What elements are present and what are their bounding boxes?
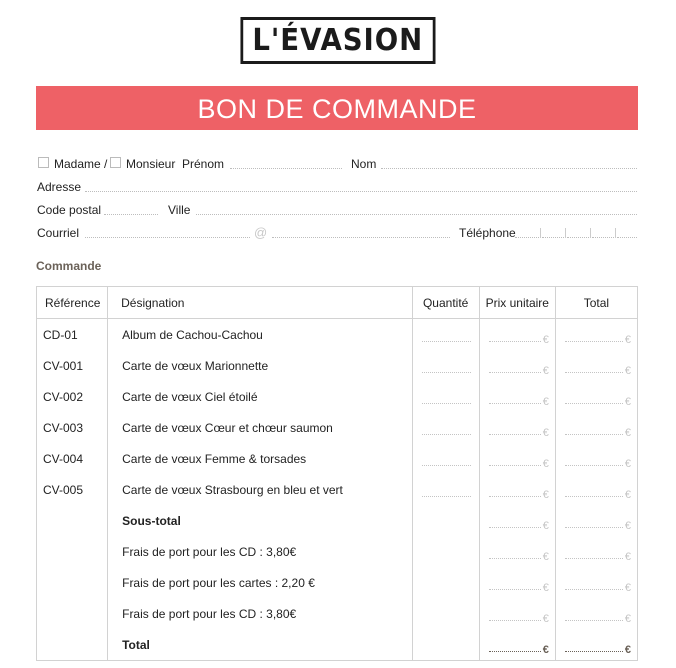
unit-price-input[interactable] <box>479 381 555 412</box>
designation-cell: Carte de vœux Marionnette <box>108 350 413 381</box>
designation-cell: Carte de vœux Strasbourg en bleu et vert <box>108 474 413 505</box>
reference-cell <box>37 505 108 536</box>
dotted-entry-line <box>422 341 471 342</box>
euro-sign: € <box>624 613 631 625</box>
dotted-entry-line <box>565 527 623 528</box>
table-row <box>37 319 638 351</box>
euro-sign: € <box>624 396 631 408</box>
telephone-field-5[interactable] <box>617 237 637 238</box>
dotted-entry-line <box>565 372 623 373</box>
line-total-input[interactable] <box>555 412 637 443</box>
courriel-domain-field[interactable] <box>272 237 450 238</box>
column-header-quantite: Quantité <box>412 287 479 319</box>
reference-cell <box>37 629 108 661</box>
designation-cell: Carte de vœux Cœur et chœur saumon <box>108 412 413 443</box>
designation-cell: Carte de vœux Femme & torsades <box>108 443 413 474</box>
dotted-entry-line <box>489 558 541 559</box>
quantity-input[interactable] <box>412 381 479 412</box>
subtotal-row <box>37 505 638 536</box>
madame-label: Madame / <box>54 157 108 171</box>
order-table <box>36 286 638 661</box>
unit-price-input[interactable] <box>479 319 555 351</box>
euro-sign: € <box>542 458 549 470</box>
dotted-entry-line <box>489 620 541 621</box>
euro-sign: € <box>624 427 631 439</box>
reference-cell: CD-01 <box>37 319 108 351</box>
designation-cell: Frais de port pour les cartes : 2,20 € <box>108 567 413 598</box>
reference-cell: CV-004 <box>37 443 108 474</box>
quantity-input[interactable] <box>412 319 479 351</box>
euro-sign: € <box>542 582 549 594</box>
quantity-cell <box>412 505 479 536</box>
dotted-entry-line <box>489 372 541 373</box>
dotted-entry-line <box>422 434 471 435</box>
quantity-cell <box>412 536 479 567</box>
nom-field[interactable] <box>381 168 637 169</box>
euro-sign: € <box>624 334 631 346</box>
reference-cell: CV-003 <box>37 412 108 443</box>
shipping-row <box>37 536 638 567</box>
courriel-user-field[interactable] <box>85 237 250 238</box>
dotted-entry-line <box>565 620 623 621</box>
table-row <box>37 350 638 381</box>
ville-field[interactable] <box>196 214 637 215</box>
unit-price-input[interactable] <box>479 629 555 661</box>
dotted-entry-line <box>422 496 471 497</box>
dotted-entry-line <box>489 403 541 404</box>
code-postal-label: Code postal <box>37 203 102 217</box>
table-row <box>37 381 638 412</box>
quantity-input[interactable] <box>412 443 479 474</box>
dotted-entry-line <box>565 496 623 497</box>
telephone-separator <box>615 228 616 238</box>
quantity-input[interactable] <box>412 412 479 443</box>
page-title-banner: BON DE COMMANDE <box>36 86 638 130</box>
dotted-entry-line <box>422 465 471 466</box>
dotted-entry-line <box>489 465 541 466</box>
line-total-input[interactable] <box>555 567 637 598</box>
designation-cell: Album de Cachou-Cachou <box>108 319 413 351</box>
euro-sign: € <box>624 551 631 563</box>
euro-sign: € <box>542 551 549 563</box>
quantity-input[interactable] <box>412 350 479 381</box>
reference-cell <box>37 598 108 629</box>
dotted-entry-line <box>422 403 471 404</box>
dotted-entry-line <box>565 403 623 404</box>
reference-cell: CV-002 <box>37 381 108 412</box>
line-total-input[interactable] <box>555 319 637 351</box>
ville-label: Ville <box>168 203 191 217</box>
logo-area <box>0 17 676 64</box>
euro-sign: € <box>624 644 631 656</box>
prenom-label: Prénom <box>182 157 225 171</box>
line-total-input[interactable] <box>555 381 637 412</box>
line-total-input[interactable] <box>555 505 637 536</box>
designation-cell: Carte de vœux Ciel étoilé <box>108 381 413 412</box>
dotted-entry-line <box>422 372 471 373</box>
reference-cell: CV-005 <box>37 474 108 505</box>
at-sign: @ <box>254 225 268 240</box>
telephone-separator <box>565 228 566 238</box>
unit-price-input[interactable] <box>479 350 555 381</box>
shipping-row <box>37 598 638 629</box>
unit-price-input[interactable] <box>479 443 555 474</box>
euro-sign: € <box>542 613 549 625</box>
dotted-entry-line <box>489 589 541 590</box>
dotted-entry-line <box>489 341 541 342</box>
column-header-prix-unitaire: Prix unitaire <box>479 287 555 319</box>
designation-cell: Sous-total <box>108 505 413 536</box>
table-row <box>37 474 638 505</box>
unit-price-input[interactable] <box>479 536 555 567</box>
euro-sign: € <box>542 365 549 377</box>
euro-sign: € <box>542 334 549 346</box>
table-header-row <box>37 287 638 319</box>
reference-cell: CV-001 <box>37 350 108 381</box>
line-total-input[interactable] <box>555 536 637 567</box>
brand-logo: L'ÉVASION <box>241 17 436 64</box>
madame-checkbox[interactable] <box>38 157 49 168</box>
unit-price-input[interactable] <box>479 474 555 505</box>
section-title-commande: Commande <box>36 259 102 273</box>
designation-cell: Total <box>108 629 413 661</box>
monsieur-checkbox[interactable] <box>110 157 121 168</box>
euro-sign: € <box>542 427 549 439</box>
unit-price-input[interactable] <box>479 505 555 536</box>
line-total-input[interactable] <box>555 350 637 381</box>
reference-cell <box>37 536 108 567</box>
euro-sign: € <box>624 365 631 377</box>
unit-price-input[interactable] <box>479 598 555 629</box>
euro-sign: € <box>542 396 549 408</box>
euro-sign: € <box>624 582 631 594</box>
dotted-entry-line <box>489 527 541 528</box>
euro-sign: € <box>542 644 549 656</box>
designation-cell: Frais de port pour les CD : 3,80€ <box>108 598 413 629</box>
euro-sign: € <box>624 489 631 501</box>
quantity-cell <box>412 567 479 598</box>
quantity-cell <box>412 629 479 661</box>
unit-price-input[interactable] <box>479 412 555 443</box>
table-row <box>37 443 638 474</box>
telephone-field-3[interactable] <box>567 237 589 238</box>
telephone-field-4[interactable] <box>592 237 614 238</box>
designation-cell: Frais de port pour les CD : 3,80€ <box>108 536 413 567</box>
dotted-entry-line <box>565 558 623 559</box>
prenom-field[interactable] <box>230 168 342 169</box>
courriel-label: Courriel <box>37 226 80 240</box>
code-postal-field[interactable] <box>104 214 158 215</box>
dotted-entry-line <box>565 589 623 590</box>
line-total-input[interactable] <box>555 598 637 629</box>
unit-price-input[interactable] <box>479 567 555 598</box>
dotted-entry-line <box>489 496 541 497</box>
shipping-row <box>37 567 638 598</box>
nom-label: Nom <box>351 157 377 171</box>
dotted-entry-line <box>565 465 623 466</box>
euro-sign: € <box>624 458 631 470</box>
telephone-separator <box>540 228 541 238</box>
euro-sign: € <box>624 520 631 532</box>
euro-sign: € <box>542 520 549 532</box>
adresse-label: Adresse <box>37 180 82 194</box>
euro-sign: € <box>542 489 549 501</box>
column-header-designation: Désignation <box>108 287 413 319</box>
column-header-reference: Référence <box>37 287 108 319</box>
quantity-cell <box>412 598 479 629</box>
monsieur-label: Monsieur <box>126 157 176 171</box>
reference-cell <box>37 567 108 598</box>
telephone-label: Téléphone <box>459 226 516 240</box>
quantity-input[interactable] <box>412 474 479 505</box>
line-total-input[interactable] <box>555 443 637 474</box>
dotted-entry-line <box>489 651 541 652</box>
dotted-entry-line <box>489 434 541 435</box>
total-row <box>37 629 638 661</box>
line-total-input[interactable] <box>555 629 637 661</box>
adresse-field[interactable] <box>85 191 637 192</box>
dotted-entry-line <box>565 434 623 435</box>
dotted-entry-line <box>565 341 623 342</box>
dotted-entry-line <box>565 651 623 652</box>
column-header-total: Total <box>555 287 637 319</box>
line-total-input[interactable] <box>555 474 637 505</box>
telephone-field-2[interactable] <box>542 237 564 238</box>
telephone-field-1[interactable] <box>515 237 539 238</box>
table-row <box>37 412 638 443</box>
telephone-separator <box>590 228 591 238</box>
